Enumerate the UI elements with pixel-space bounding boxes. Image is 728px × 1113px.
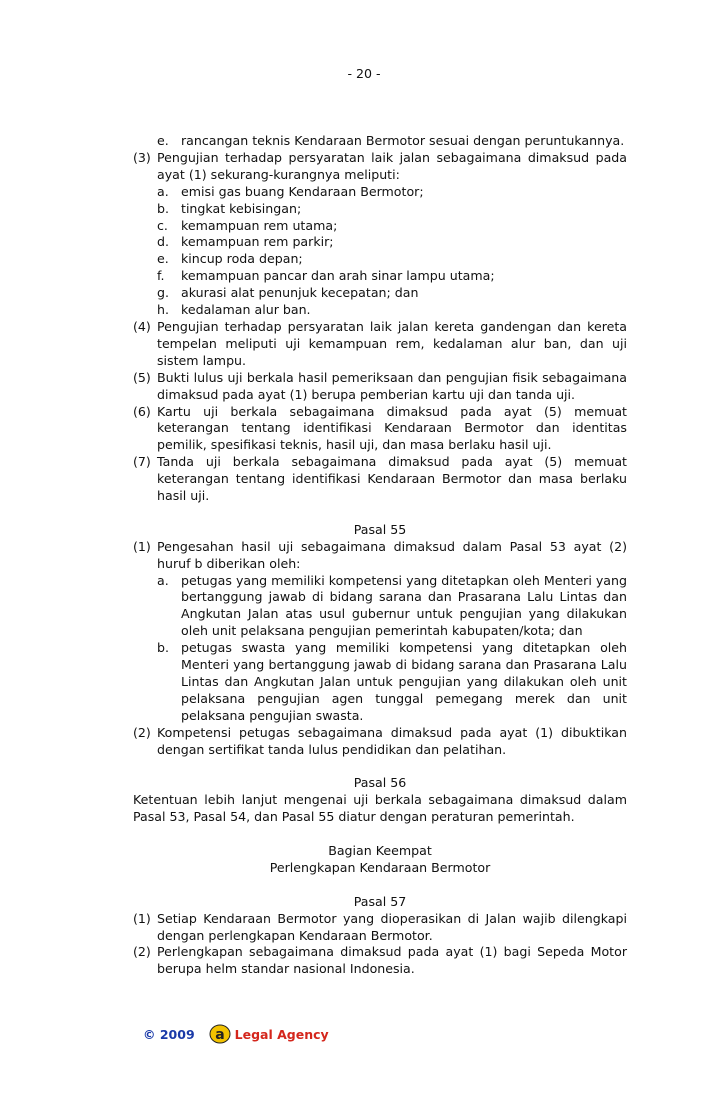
item-label: d. [157,234,169,250]
list-item [157,285,627,302]
legal-agency-logo-icon [209,1024,231,1044]
item-label: b. [157,640,169,656]
item-text: kemampuan rem parkir; [181,234,334,250]
logo-letter: a [214,1027,225,1043]
paragraph-2 [133,944,627,978]
agency-name: Legal Agency [234,1026,329,1042]
article-title: Pasal 55 [353,521,407,537]
article-title: Pasal 56 [353,775,407,791]
item-label: e. [157,251,169,267]
list-item [157,218,627,235]
list-item [157,234,627,251]
paragraph-5 [133,370,627,404]
paragraph-number: (3) [133,149,151,165]
item-label: f. [157,268,165,284]
paragraph-6 [133,404,627,455]
item-label: g. [157,285,169,301]
paragraph-text: Perlengkapan sebagaimana dimaksud pada ayat (1) bagi Sepeda Motor berupa helm standar nasional Indonesia. [157,944,627,977]
paragraph-text: Pengesahan hasil uji sebagaimana dimaksud dalam Pasal 53 ayat (2) huruf b diberikan oleh: [157,538,627,571]
paragraph-number: (1) [133,538,151,554]
item-text: petugas yang memiliki kompetensi yang ditetapkan oleh Menteri yang bertanggung jawab di bidang sarana dan Prasarana Lalu Lintas dan Angkutan Jalan atas usul gubernur untuk pengujian yang dilakukan oleh unit pelaksana pengujian pemerintah kabupaten/kota; dan [181,572,627,639]
paragraph-text: Kartu uji berkala sebagaimana dimaksud pada ayat (5) memuat keterangan tentang identifikasi Kendaraan Bermotor dan identitas pemilik, spesifikasi teknis, hasil uji, dan masa berlaku hasil uji. [157,403,627,453]
item-text: kemampuan rem utama; [181,217,338,233]
paragraph-text: Bukti lulus uji berkala hasil pemeriksaan dan pengujian fisik sebagaimana dimaksud pada ayat (1) berupa pemberian kartu uji dan tanda uji. [157,369,627,402]
list-item [157,302,627,319]
section-title: Bagian Keempat [328,843,432,859]
item-label: a. [157,183,169,199]
paragraph-text: Setiap Kendaraan Bermotor yang dioperasikan di Jalan wajib dilengkapi dengan perlengkapan Kendaraan Bermotor. [157,910,627,943]
item-label: e. [157,133,169,148]
paragraph-number: (1) [133,910,151,926]
footer [143,1024,329,1044]
item-text: petugas swasta yang memiliki kompetensi yang ditetapkan oleh Menteri yang bertanggung jawab di bidang sarana dan Prasarana Lalu Lintas dan Angkutan Jalan untuk pengujian yang dilakukan oleh unit pelaksana pengujian agen tunggal pemegang merek dan unit pelaksana pengujian swasta. [181,640,627,723]
paragraph-7 [133,454,627,505]
item-text: tingkat kebisingan; [181,200,302,216]
page-content [133,133,627,978]
paragraph-text: Pengujian terhadap persyaratan laik jalan sebagaimana dimaksud pada ayat (1) sekurang-kurangnya meliputi: [157,149,627,182]
paragraph-text: Kompetensi petugas sebagaimana dimaksud pada ayat (1) dibuktikan dengan sertifikat tanda lulus pendidikan dan pelatihan. [157,724,627,757]
paragraph-number: (2) [133,944,151,960]
item-text: kincup roda depan; [181,251,303,267]
paragraph-text: Tanda uji berkala sebagaimana dimaksud pada ayat (5) memuat keterangan tentang identifikasi Kendaraan Bermotor dan masa berlaku hasil uji. [157,454,627,504]
item-text: rancangan teknis Kendaraan Bermotor sesuai dengan peruntukannya. [181,133,625,148]
paragraph-number: (6) [133,403,151,419]
item-label: a. [157,572,169,588]
paragraph-3 [133,150,627,184]
item-label: c. [157,217,168,233]
section-subtitle: Perlengkapan Kendaraan Bermotor [269,859,491,875]
list-item [157,251,627,268]
article-title: Pasal 57 [353,893,407,909]
paragraph-2 [133,725,627,759]
list-item [157,184,627,201]
paragraph-number: (5) [133,369,151,385]
list-item [157,201,627,218]
paragraph-text: Ketentuan lebih lanjut mengenai uji berkala sebagaimana dimaksud dalam Pasal 53, Pasal 54, dan Pasal 55 diatur dengan peraturan pemerintah. [133,792,627,825]
list-item [157,573,627,641]
paragraph-number: (4) [133,318,151,334]
page-number: - 20 - [347,66,381,81]
paragraph-text: Pengujian terhadap persyaratan laik jalan kereta gandengan dan kereta tempelan meliputi uji kemampuan rem, kedalaman alur ban, dan uji sistem lampu. [157,318,627,368]
list-item [157,640,627,725]
item-text: emisi gas buang Kendaraan Bermotor; [181,183,424,199]
copyright-text: © 2009 [143,1026,195,1042]
item-label: b. [157,200,169,216]
item-text: akurasi alat penunjuk kecepatan; dan [181,285,419,301]
paragraph-1 [133,539,627,573]
list-item [157,133,627,150]
paragraph-4 [133,319,627,370]
item-text: kedalaman alur ban. [181,302,311,318]
item-text: kemampuan pancar dan arah sinar lampu utama; [181,268,495,284]
paragraph-number: (2) [133,724,151,740]
paragraph-1 [133,911,627,945]
list-item [157,268,627,285]
paragraph-number: (7) [133,454,151,470]
item-label: h. [157,302,169,318]
